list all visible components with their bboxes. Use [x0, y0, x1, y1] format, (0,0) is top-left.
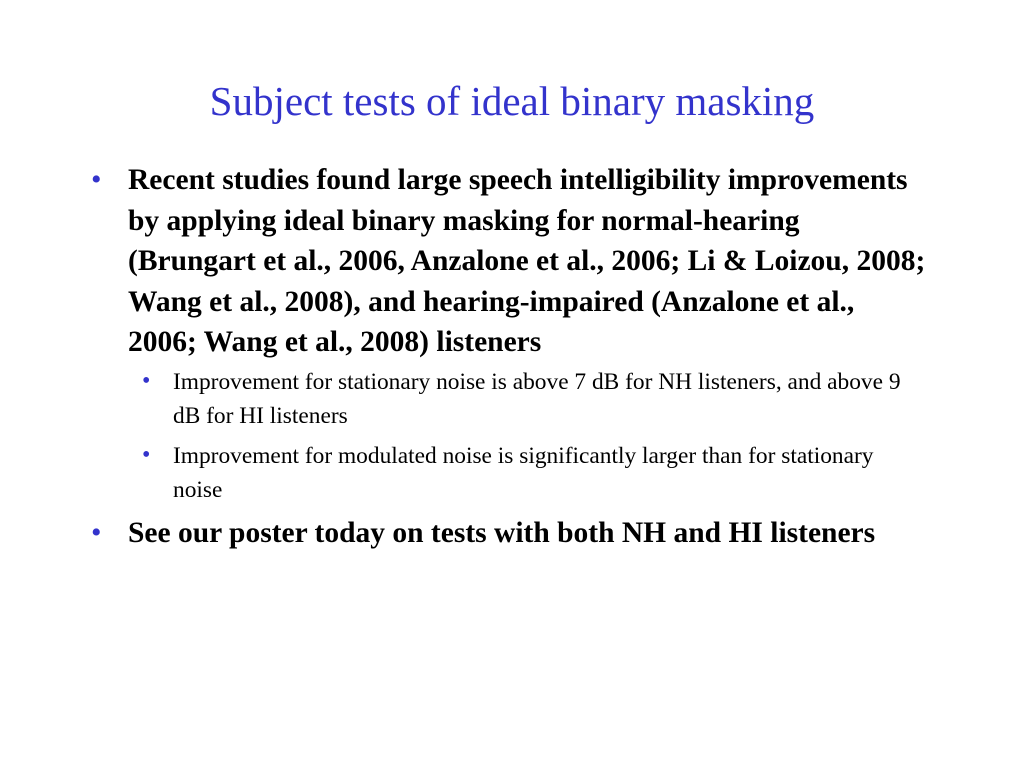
bullet-text: Recent studies found large speech intelligibility improvements by applying ideal binary masking for normal-hearing (Brungart et al., 2006, Anzalone et al., 2006; Li & Loizou, 2008; Wang et al., 2008), and hearing-impaired (Anzalone et al., 2006; Wang et al., 2008) listeners [128, 164, 926, 358]
slide-title: Subject tests of ideal binary masking [209, 78, 815, 124]
sub-bullet-text: Improvement for stationary noise is above 7 dB for NH listeners, and above 9 dB for HI listeners [173, 368, 901, 429]
bullet-list [0, 160, 1024, 553]
sub-bullet-text: Improvement for modulated noise is significantly larger than for stationary noise [173, 442, 874, 503]
sub-bullet-item [142, 439, 923, 507]
bullet-text: See our poster today on tests with both NH and HI listeners [128, 516, 876, 549]
sub-bullet-dot-icon: • [142, 441, 151, 468]
bullet-item [91, 160, 928, 507]
bullet-item [91, 513, 928, 554]
sub-bullet-dot-icon: • [142, 367, 151, 394]
sub-bullet-item [142, 365, 923, 433]
sub-bullet-list [128, 365, 928, 507]
bullet-dot-icon: • [91, 515, 102, 549]
bullet-dot-icon: • [91, 163, 102, 196]
